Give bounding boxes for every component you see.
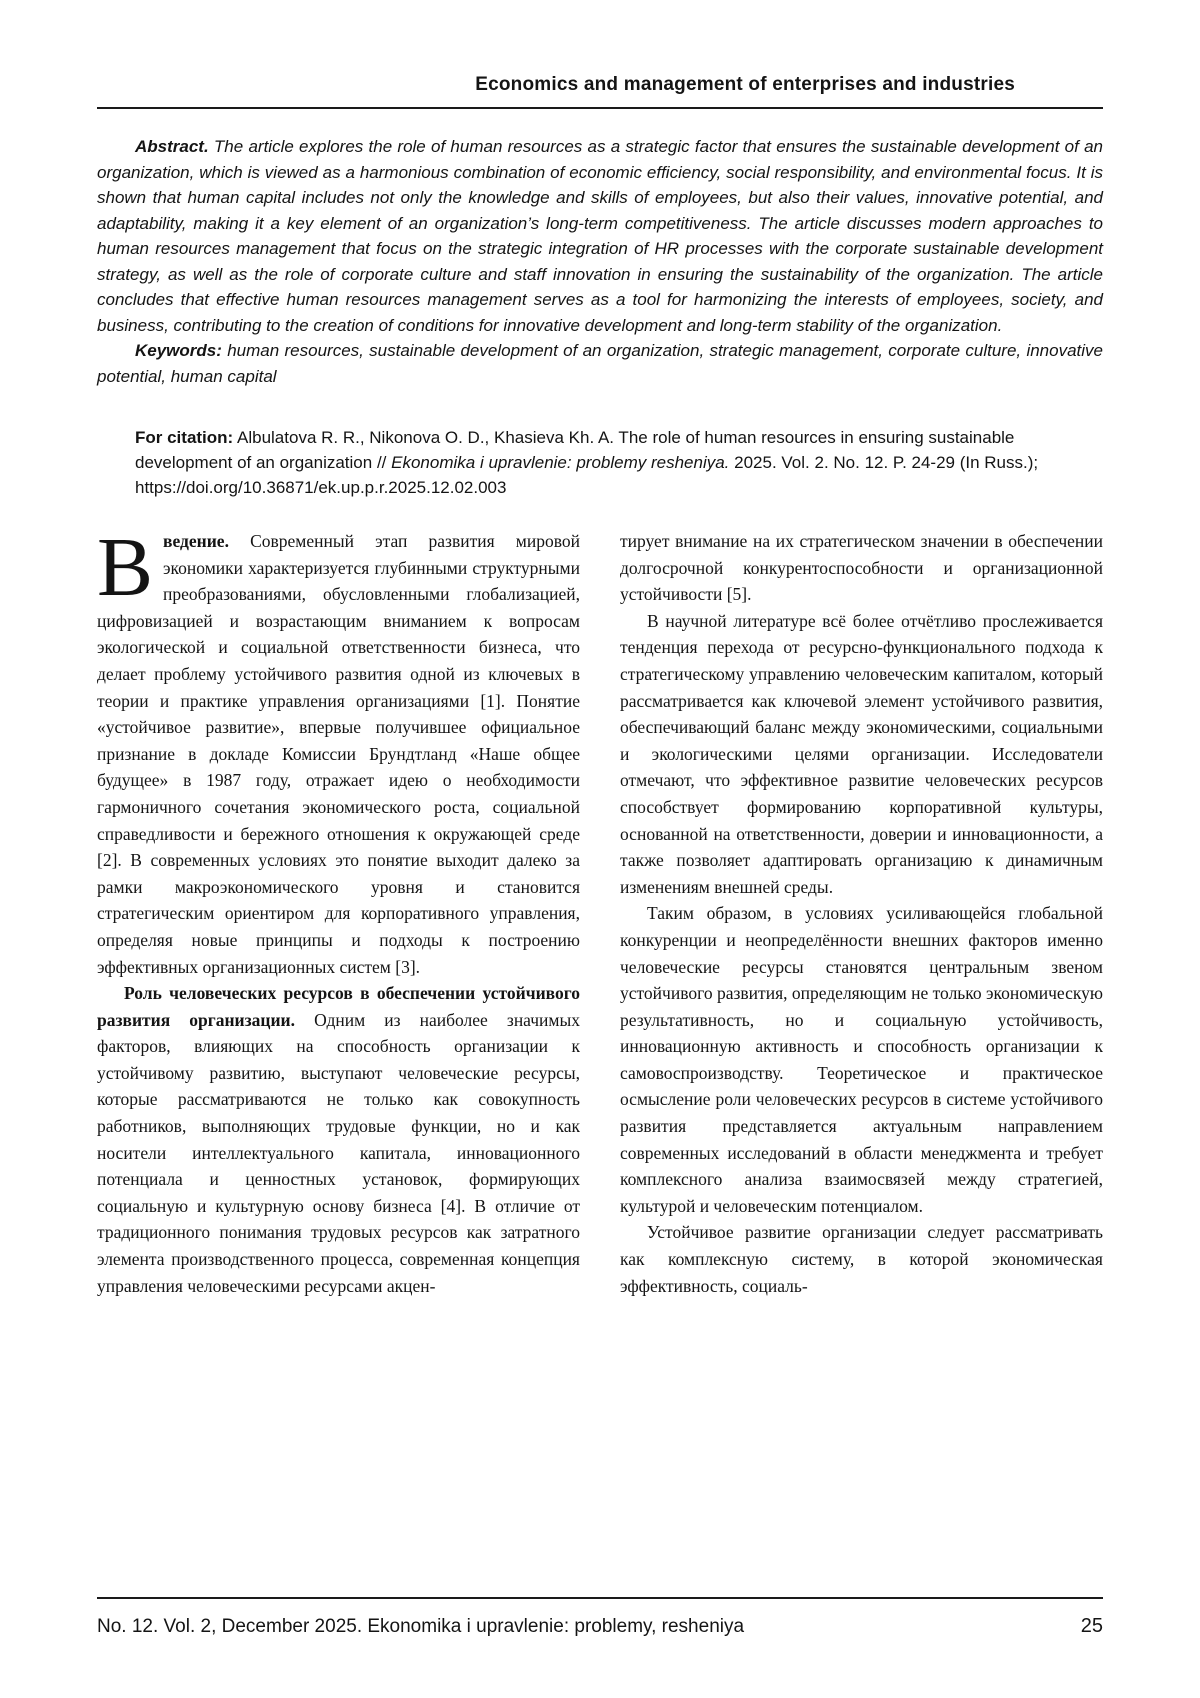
- role-text: Одним из наиболее значимых факторов, влияющих на способность организации к устойчивому развитию, выступают человеческие ресурсы, которые рассматриваются не только как совокупность работников, выполняющих трудовые функции, но и как носители интеллектуального капитала, инновационного потенциала и ценностных установок, формирующих социальную и культурную основу бизнеса [4]. В отличие от традиционного понимания трудовых ресурсов как затратного элемента производственного процесса, современная концепция управления человеческими ресурсами акцен-: [97, 1009, 580, 1296]
- keywords-paragraph: [97, 338, 1103, 389]
- keywords-label: Keywords:: [135, 341, 222, 360]
- abstract-paragraph: [97, 134, 1103, 338]
- footer-issue-info: No. 12. Vol. 2, December 2025. Ekonomika i upravlenie: problemy, resheniya: [97, 1616, 745, 1637]
- page-number: 25: [1080, 1615, 1103, 1637]
- citation-label: For citation:: [135, 428, 234, 447]
- intro-paragraph: [97, 521, 580, 980]
- intro-lead: ведение.: [163, 531, 229, 551]
- keywords-text: human resources, sustainable development of an organization, strategic management, corporate culture, innovative potential, human capital: [97, 341, 1103, 386]
- citation-authors-title: Albulatova R. R., Nikonova O. D., Khasieva Kh. A. The role of human resources in ensuring sustainable development of an organization //: [135, 428, 1015, 472]
- citation-journal: Ekonomika i upravlenie: problemy resheniya.: [391, 453, 730, 472]
- citation-block: [135, 425, 1103, 500]
- header-rule: [97, 107, 1103, 109]
- role-heading: Роль человеческих ресурсов в обеспечении устойчивого развития организации.: [97, 983, 580, 1030]
- body-paragraph: тирует внимание на их стратегическом значении в обеспечении долгосрочной конкурентоспособности и организационной устойчивости [5].: [620, 531, 1103, 605]
- abstract-text: The article explores the role of human resources as a strategic factor that ensures the sustainable development of an organization, which is viewed as a harmonious combination of economic efficiency, social responsibility, and environmental focus. It is shown that human capital includes not only the knowledge and skills of employees, but also their values, innovative potential, and adaptability, making it a key element of an organization’s long-term competitiveness. The article discusses modern approaches to human resources management that focus on the strategic integration of HR processes with the corporate sustainable development strategy, as well as the role of corporate culture and staff innovation in ensuring the sustainability of the organization. The article concludes that effective human resources management serves as a tool for harmonizing the interests of employees, society, and business, contributing to the creation of conditions for innovative development and long-term stability of the organization.: [97, 137, 1103, 335]
- body-paragraph: В научной литературе всё более отчётливо прослеживается тенденция перехода от ресурсно-функционального подхода к стратегическому управлению человеческим капиталом, который рассматривается как ключевой элемент устойчивого развития, обеспечивающий баланс между экономическими, социальными и экологическими целями организации. Исследователи отмечают, что эффективное развитие человеческих ресурсов способствует формированию корпоративной культуры, основанной на ответственности, доверии и инновационности, а также позволяет адаптировать организацию к динамичным изменениям внешней среды.: [620, 610, 1103, 897]
- right-column: [620, 528, 1103, 1299]
- drop-cap: В: [97, 521, 154, 614]
- abstract-label: Abstract.: [135, 137, 209, 156]
- body-paragraph: Таким образом, в условиях усиливающейся глобальной конкуренции и неопределённости внешних факторов именно человеческие ресурсы становятся центральным звеном устойчивого развития, определяющим не только экономическую результативность, но и социальную устойчивость, инновационную активность и способность организации к самовоспроизводству. Теоретическое и практическое осмысление роли человеческих ресурсов в системе устойчивого развития представляется актуальным направлением современных исследований в области менеджмента и требует комплексного анализа взаимосвязей между стратегией, культурой и человеческим потенциалом.: [620, 903, 1103, 1216]
- intro-text: Современный этап развития мировой экономики характеризуется глубинными структурными преобразованиями, обусловленными глобализацией, цифровизацией и возрастающим вниманием к вопросам экологической и социальной ответственности бизнеса, что делает проблему устойчивого развития одной из ключевых в теории и практике управления организациями [1]. Понятие «устойчивое развитие», впервые получившее официальное признание в докладе Комиссии Брундтланд «Наше общее будущее» в 1987 году, отражает идею о необходимости гармоничного сочетания экономического роста, социальной справедливости и бережного отношения к окружающей среде [2]. В современных условиях это понятие выходит далеко за рамки макроэкономического уровня и становится стратегическим ориентиром для корпоративного управления, определяя новые принципы и подходы к построению эффективных организационных систем [3].: [97, 531, 580, 977]
- role-paragraph: [97, 980, 580, 1299]
- body-paragraph: Устойчивое развитие организации следует рассматривать как комплексную систему, в которой экономическая эффективность, социаль-: [620, 1222, 1103, 1296]
- page-footer: [97, 1597, 1103, 1638]
- abstract-section: [97, 134, 1103, 389]
- running-head: Economics and management of enterprises and industries: [475, 74, 1015, 95]
- left-column: [97, 521, 580, 1299]
- citation-volume-doi: 2025. Vol. 2. No. 12. P. 24-29 (In Russ.); https://doi.org/10.36871/ek.up.p.r.2025.12.02.003: [135, 453, 1039, 497]
- article-body: [97, 521, 1103, 1299]
